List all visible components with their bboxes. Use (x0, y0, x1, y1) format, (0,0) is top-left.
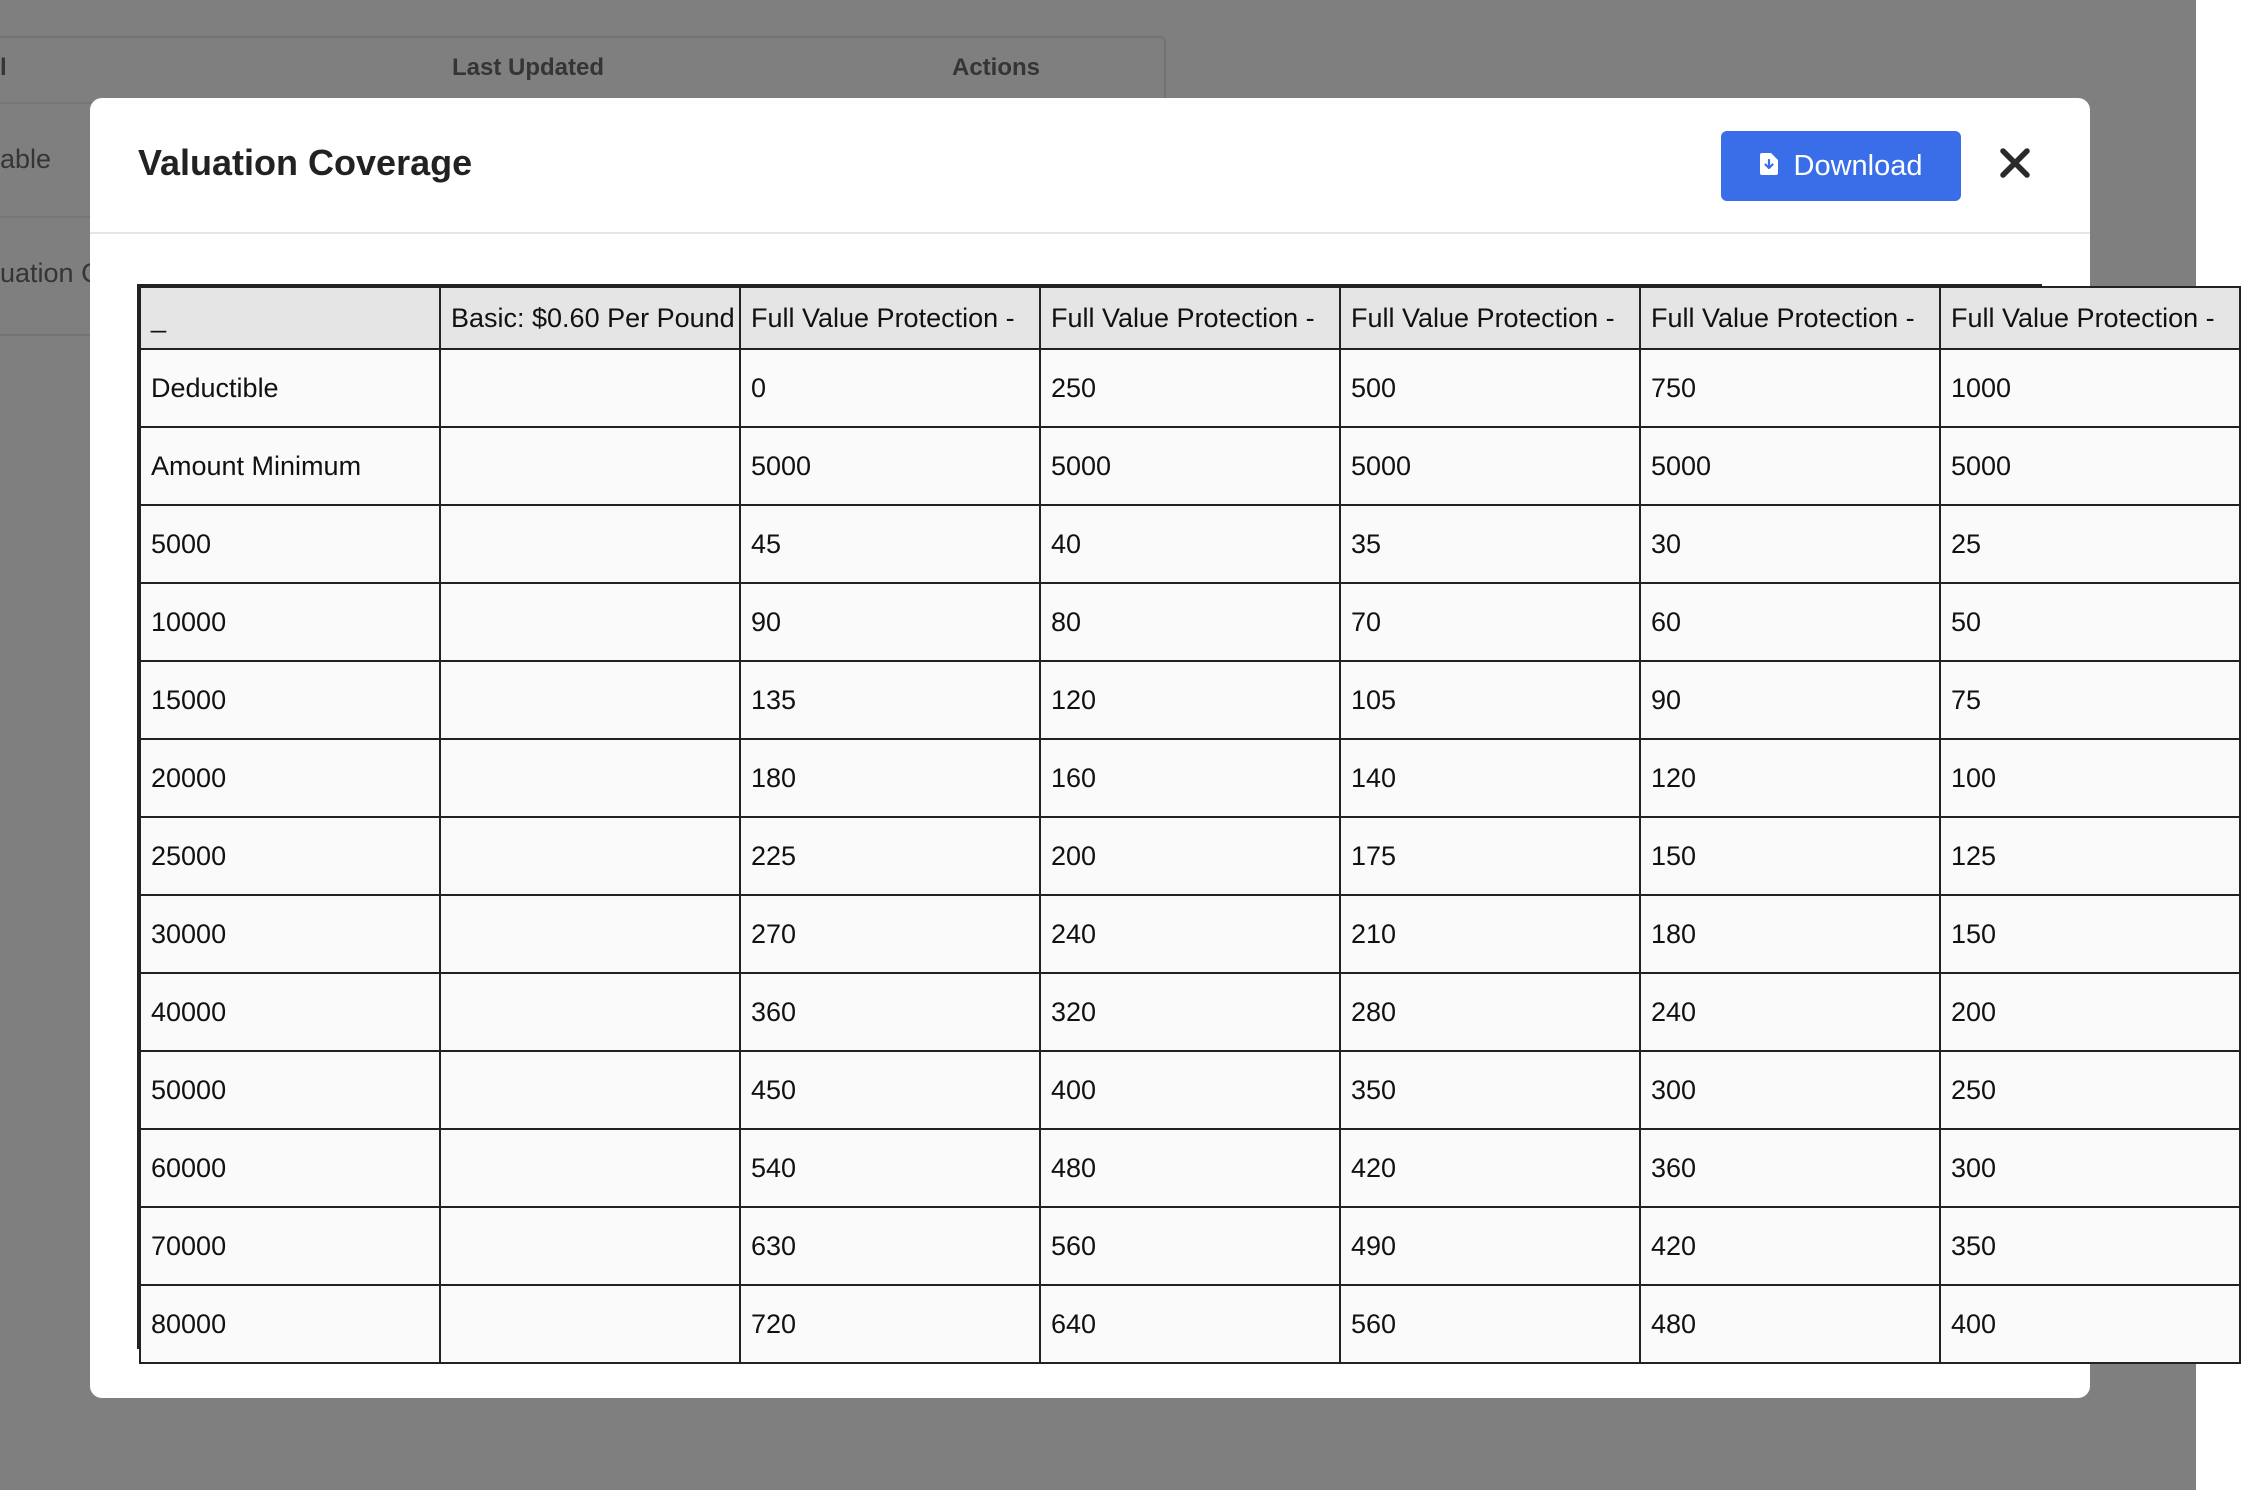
table-cell: 320 (1040, 973, 1340, 1051)
table-cell: 60 (1640, 583, 1940, 661)
table-cell: 1000 (1940, 349, 2240, 427)
table-cell: 30000 (140, 895, 440, 973)
table-row (140, 1129, 2240, 1207)
table-cell: 450 (740, 1051, 1040, 1129)
table-cell: 350 (1340, 1051, 1640, 1129)
table-cell: 175 (1340, 817, 1640, 895)
table-body (140, 349, 2240, 1363)
table-cell: 420 (1640, 1207, 1940, 1285)
table-cell (440, 1129, 740, 1207)
table-cell: 560 (1040, 1207, 1340, 1285)
table-cell (440, 973, 740, 1051)
close-icon (1998, 167, 2032, 184)
file-download-icon (1760, 150, 1778, 183)
table-cell: 5000 (740, 427, 1040, 505)
table-cell (440, 427, 740, 505)
table-cell: 640 (1040, 1285, 1340, 1363)
table-cell: 100 (1940, 739, 2240, 817)
table-cell (440, 505, 740, 583)
table-cell: 210 (1340, 895, 1640, 973)
table-cell: 70000 (140, 1207, 440, 1285)
table-cell: 540 (740, 1129, 1040, 1207)
table-header-row (140, 287, 2240, 349)
table-row (140, 1207, 2240, 1285)
table-cell: 360 (1640, 1129, 1940, 1207)
table-cell: 60000 (140, 1129, 440, 1207)
table-row (140, 1051, 2240, 1129)
table-cell: 630 (740, 1207, 1040, 1285)
table-cell: 480 (1640, 1285, 1940, 1363)
table-cell (440, 583, 740, 661)
column-header: Full Value Protection - (1940, 287, 2240, 349)
table-cell: 5000 (1040, 427, 1340, 505)
table-cell: 5000 (1940, 427, 2240, 505)
download-button[interactable] (1721, 131, 1961, 201)
table-cell: 490 (1340, 1207, 1640, 1285)
table-cell: 250 (1040, 349, 1340, 427)
table-cell: 180 (740, 739, 1040, 817)
table-cell: 5000 (140, 505, 440, 583)
coverage-table-scroll-area[interactable] (137, 284, 2215, 1349)
table-cell: 15000 (140, 661, 440, 739)
table-cell: 120 (1040, 661, 1340, 739)
table-cell (440, 1051, 740, 1129)
table-cell: 250 (1940, 1051, 2240, 1129)
table-cell: 125 (1940, 817, 2240, 895)
table-cell (440, 349, 740, 427)
table-cell: 80000 (140, 1285, 440, 1363)
table-cell: 50000 (140, 1051, 440, 1129)
table-cell (440, 1285, 740, 1363)
table-cell: 400 (1040, 1051, 1340, 1129)
download-button-label: Download (1793, 149, 1923, 182)
table-cell: Amount Minimum (140, 427, 440, 505)
table-cell: 200 (1040, 817, 1340, 895)
column-header: Basic: $0.60 Per Pound (440, 287, 740, 349)
table-cell: 90 (1640, 661, 1940, 739)
table-cell: 25000 (140, 817, 440, 895)
table-cell: 360 (740, 973, 1040, 1051)
table-cell: Deductible (140, 349, 440, 427)
column-header: _ (140, 287, 440, 349)
table-cell: 240 (1040, 895, 1340, 973)
table-cell: 105 (1340, 661, 1640, 739)
table-cell: 80 (1040, 583, 1340, 661)
table-cell: 0 (740, 349, 1040, 427)
column-header: Full Value Protection - (1040, 287, 1340, 349)
table-cell: 400 (1940, 1285, 2240, 1363)
table-cell: 750 (1640, 349, 1940, 427)
table-cell: 720 (740, 1285, 1040, 1363)
table-row (140, 505, 2240, 583)
table-cell: 5000 (1340, 427, 1640, 505)
table-row (140, 583, 2240, 661)
coverage-table (139, 286, 2241, 1364)
table-cell (440, 661, 740, 739)
table-cell: 140 (1340, 739, 1640, 817)
valuation-coverage-modal (90, 98, 2215, 1398)
modal-title: Valuation Coverage (138, 142, 473, 183)
table-cell: 5000 (1640, 427, 1940, 505)
column-header: Full Value Protection - (740, 287, 1040, 349)
table-cell: 150 (1640, 817, 1940, 895)
table-row (140, 661, 2240, 739)
table-cell: 150 (1940, 895, 2240, 973)
table-cell (440, 1207, 740, 1285)
table-cell: 50 (1940, 583, 2240, 661)
table-cell: 35 (1340, 505, 1640, 583)
close-button[interactable] (1998, 146, 2038, 186)
table-cell: 120 (1640, 739, 1940, 817)
table-cell: 240 (1640, 973, 1940, 1051)
table-cell: 480 (1040, 1129, 1340, 1207)
table-cell (440, 739, 740, 817)
table-cell: 20000 (140, 739, 440, 817)
table-cell: 25 (1940, 505, 2240, 583)
table-cell: 180 (1640, 895, 1940, 973)
table-cell: 225 (740, 817, 1040, 895)
table-cell: 420 (1340, 1129, 1640, 1207)
table-cell: 90 (740, 583, 1040, 661)
table-cell (440, 817, 740, 895)
column-header: Full Value Protection - (1640, 287, 1940, 349)
table-cell: 135 (740, 661, 1040, 739)
table-cell: 270 (740, 895, 1040, 973)
table-cell: 160 (1040, 739, 1340, 817)
table-cell: 300 (1940, 1129, 2240, 1207)
table-cell: 10000 (140, 583, 440, 661)
modal-header (90, 98, 2090, 234)
table-cell: 40 (1040, 505, 1340, 583)
column-header: Full Value Protection - (1340, 287, 1640, 349)
table-cell (440, 895, 740, 973)
table-cell: 75 (1940, 661, 2240, 739)
table-row (140, 817, 2240, 895)
table-cell: 30 (1640, 505, 1940, 583)
table-cell: 300 (1640, 1051, 1940, 1129)
table-cell: 560 (1340, 1285, 1640, 1363)
table-row (140, 739, 2240, 817)
table-cell: 500 (1340, 349, 1640, 427)
table-cell: 40000 (140, 973, 440, 1051)
table-row (140, 1285, 2240, 1363)
table-cell: 70 (1340, 583, 1640, 661)
table-cell: 45 (740, 505, 1040, 583)
table-row (140, 973, 2240, 1051)
table-cell: 350 (1940, 1207, 2240, 1285)
table-row (140, 895, 2240, 973)
table-row (140, 427, 2240, 505)
table-cell: 200 (1940, 973, 2240, 1051)
table-row (140, 349, 2240, 427)
table-cell: 280 (1340, 973, 1640, 1051)
